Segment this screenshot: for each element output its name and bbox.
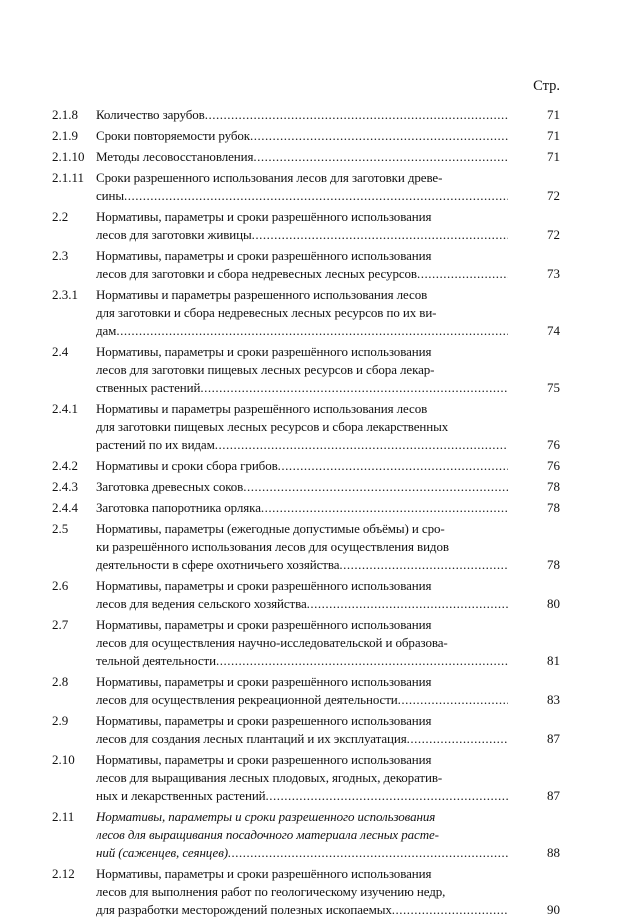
page-column-header: Стр. (533, 78, 560, 94)
toc-entry-number: 2.4.1 (52, 401, 78, 416)
leader-dots (116, 322, 508, 340)
toc-entry-page: 76 (547, 437, 560, 452)
toc-entry-page: 72 (547, 227, 560, 242)
toc-entry[interactable] (52, 751, 572, 805)
toc-entry[interactable] (52, 208, 572, 244)
toc-entry-line: Методы лесовосстановления (96, 149, 254, 164)
toc-entry-number: 2.4.2 (52, 458, 78, 473)
toc-entry[interactable] (52, 520, 572, 574)
toc-entry[interactable] (52, 343, 572, 397)
leader-dots (252, 226, 508, 244)
toc-entry-page: 76 (547, 458, 560, 473)
toc-entry-line: Заготовка папоротника орляка (96, 500, 261, 515)
toc-entry-line: лесов для выращивания лесных плодовых, ягодных, декоратив- (96, 770, 443, 785)
toc-entry[interactable] (52, 457, 572, 475)
leader-dots (417, 265, 508, 283)
toc-entry-line: Нормативы, параметры и сроки разрешённого использования (96, 344, 432, 359)
toc-entry[interactable] (52, 106, 572, 124)
toc-entry-line: Нормативы, параметры и сроки разрешённого использования (96, 674, 432, 689)
toc-entry-title (96, 169, 508, 205)
toc-entry-line: лесов для создания лесных плантаций и их эксплуатация (96, 731, 407, 746)
toc-entry-page: 88 (547, 845, 560, 860)
toc-entry-number: 2.5 (52, 521, 69, 536)
toc-entry-number: 2.7 (52, 617, 69, 632)
toc-entry-number: 2.3.1 (52, 287, 78, 302)
toc-entry-page: 83 (547, 692, 560, 707)
toc-entry-line: лесов для заготовки живицы (96, 227, 252, 242)
toc-entry-number: 2.6 (52, 578, 69, 593)
toc-entry[interactable] (52, 577, 572, 613)
toc-entry-line: сины (96, 188, 125, 203)
toc-entry-title (96, 499, 508, 517)
toc-entry-number: 2.2 (52, 209, 69, 224)
toc-entry[interactable] (52, 148, 572, 166)
toc-entry[interactable] (52, 673, 572, 709)
toc-entry-title (96, 400, 508, 454)
toc-entry[interactable] (52, 712, 572, 748)
toc-entry-line: Нормативы, параметры и сроки разрешённого использования (96, 248, 432, 263)
toc-entry-line: Сроки разрешенного использования лесов для заготовки древе- (96, 170, 443, 185)
leader-dots (228, 844, 508, 862)
toc-entry-line: лесов для выполнения работ по геологическому изучению недр, (96, 884, 446, 899)
toc-entry[interactable] (52, 400, 572, 454)
toc-entry-line: Нормативы, параметры и сроки разрешённого использования (96, 209, 432, 224)
toc-entry-number: 2.1.10 (52, 149, 85, 164)
toc-entry-number: 2.12 (52, 866, 75, 881)
toc-entry-page: 73 (547, 266, 560, 281)
toc-entry-page: 78 (547, 479, 560, 494)
toc-entry-line: лесов для заготовки пищевых лесных ресурсов и сбора лекар- (96, 362, 435, 377)
toc-entry-line: лесов для осуществления рекреационной деятельности (96, 692, 398, 707)
leader-dots (278, 457, 508, 475)
toc-entry-line: лесов для выращивания посадочного материала лесных расте- (96, 827, 439, 842)
toc-entry-title (96, 127, 508, 145)
toc-entry[interactable] (52, 169, 572, 205)
toc-entry-line: Нормативы, параметры и сроки разрешенного использования (96, 713, 432, 728)
toc-entry-title (96, 286, 508, 340)
toc-entry[interactable] (52, 247, 572, 283)
toc-entry-number: 2.11 (52, 809, 75, 824)
toc-entry-number: 2.1.8 (52, 107, 78, 122)
toc-entry-title (96, 616, 508, 670)
toc-entry-page: 74 (547, 323, 560, 338)
toc-entry-number: 2.4 (52, 344, 69, 359)
toc-entry[interactable] (52, 616, 572, 670)
toc-entry-title (96, 712, 508, 748)
toc-entry-title (96, 343, 508, 397)
toc-entry-line: ки разрешённого использования лесов для осуществления видов (96, 539, 449, 554)
leader-dots (216, 652, 508, 670)
toc-entry-page: 78 (547, 557, 560, 572)
toc-entry-title (96, 247, 508, 283)
toc-entry-number: 2.4.4 (52, 500, 78, 515)
toc-entry-line: Количество зарубов (96, 107, 205, 122)
toc-entry-number: 2.10 (52, 752, 75, 767)
toc-entry-line: Нормативы и сроки сбора грибов (96, 458, 278, 473)
toc-entry-page: 78 (547, 500, 560, 515)
toc-entry-number: 2.1.11 (52, 170, 85, 185)
leader-dots (205, 106, 508, 124)
toc-entry-line: Нормативы, параметры и сроки разрешенного использования (96, 809, 436, 824)
toc-entry-line: тельной деятельности (96, 653, 216, 668)
leader-dots (243, 478, 508, 496)
toc-entry-title (96, 808, 508, 862)
toc-entry-line: деятельности в сфере охотничьего хозяйства (96, 557, 340, 572)
toc-entry-title (96, 577, 508, 613)
toc-entry-page: 87 (547, 788, 560, 803)
toc-entry-line: Заготовка древесных соков (96, 479, 244, 494)
toc-entry-line: Нормативы, параметры и сроки разрешенного использования (96, 752, 432, 767)
toc-entry-line: Нормативы, параметры и сроки разрешённого использования (96, 866, 432, 881)
toc-entry-title (96, 478, 508, 496)
toc-entry-page: 71 (547, 128, 560, 143)
leader-dots (307, 595, 508, 613)
toc-entry-page: 90 (547, 902, 560, 917)
toc-entry-line: лесов для заготовки и сбора недревесных лесных ресурсов (96, 266, 417, 281)
leader-dots (266, 787, 508, 805)
toc-entry-page: 72 (547, 188, 560, 203)
toc-entry[interactable] (52, 808, 572, 862)
toc-entry-line: Нормативы и параметры разрешённого использования лесов (96, 401, 428, 416)
toc-entry-line: лесов для осуществления научно-исследовательской и образова- (96, 635, 448, 650)
leader-dots (250, 127, 508, 145)
leader-dots (339, 556, 508, 574)
toc-entry-line: Нормативы, параметры (ежегодные допустимые объёмы) и сро- (96, 521, 445, 536)
toc-entry-number: 2.9 (52, 713, 69, 728)
toc-entry-page: 71 (547, 149, 560, 164)
toc-entry[interactable] (52, 499, 572, 517)
toc-entry-number: 2.3 (52, 248, 69, 263)
toc-entry-page: 75 (547, 380, 560, 395)
leader-dots (392, 901, 508, 919)
toc-entry-line: лесов для ведения сельского хозяйства (96, 596, 307, 611)
toc-entry-title (96, 865, 508, 919)
toc-entry-line: Нормативы, параметры и сроки разрешённого использования (96, 578, 432, 593)
toc-entry-title (96, 751, 508, 805)
toc-entry-line: Нормативы и параметры разрешенного использования лесов (96, 287, 428, 302)
toc-entry-number: 2.8 (52, 674, 69, 689)
toc-entry-page: 71 (547, 107, 560, 122)
leader-dots (261, 499, 508, 517)
leader-dots (215, 436, 508, 454)
toc-entry-line: ственных растений (96, 380, 201, 395)
leader-dots (253, 148, 508, 166)
toc-entry-page: 80 (547, 596, 560, 611)
toc-entry-title (96, 106, 508, 124)
leader-dots (200, 379, 508, 397)
toc-entry-line: ных и лекарственных растений (96, 788, 266, 803)
toc-entry-number: 2.1.9 (52, 128, 78, 143)
toc-entry-number: 2.4.3 (52, 479, 78, 494)
toc-entry-title (96, 520, 508, 574)
leader-dots (407, 730, 508, 748)
toc-entry-line: дам (96, 323, 117, 338)
toc-entry-line: Сроки повторяемости рубок (96, 128, 251, 143)
toc-entry[interactable] (52, 286, 572, 340)
leader-dots (124, 187, 508, 205)
toc-entry-title (96, 148, 508, 166)
toc-entry-line: для заготовки пищевых лесных ресурсов и сбора лекарственных (96, 419, 449, 434)
toc-entry-line: растений по их видам (96, 437, 215, 452)
toc-entry-title (96, 457, 508, 475)
leader-dots (398, 691, 508, 709)
table-of-contents (52, 106, 572, 922)
toc-entry[interactable] (52, 865, 572, 919)
toc-entry-title (96, 208, 508, 244)
toc-entry[interactable] (52, 127, 572, 145)
toc-entry-line: для разработки месторождений полезных ископаемых (96, 902, 392, 917)
toc-entry-page: 87 (547, 731, 560, 746)
toc-entry-line: Нормативы, параметры и сроки разрешённого использования (96, 617, 432, 632)
toc-entry-line: для заготовки и сбора недревесных лесных ресурсов по их ви- (96, 305, 437, 320)
toc-entry[interactable] (52, 478, 572, 496)
toc-entry-line: ний (саженцев, сеянцев) (96, 845, 228, 860)
toc-entry-title (96, 673, 508, 709)
toc-entry-page: 81 (547, 653, 560, 668)
